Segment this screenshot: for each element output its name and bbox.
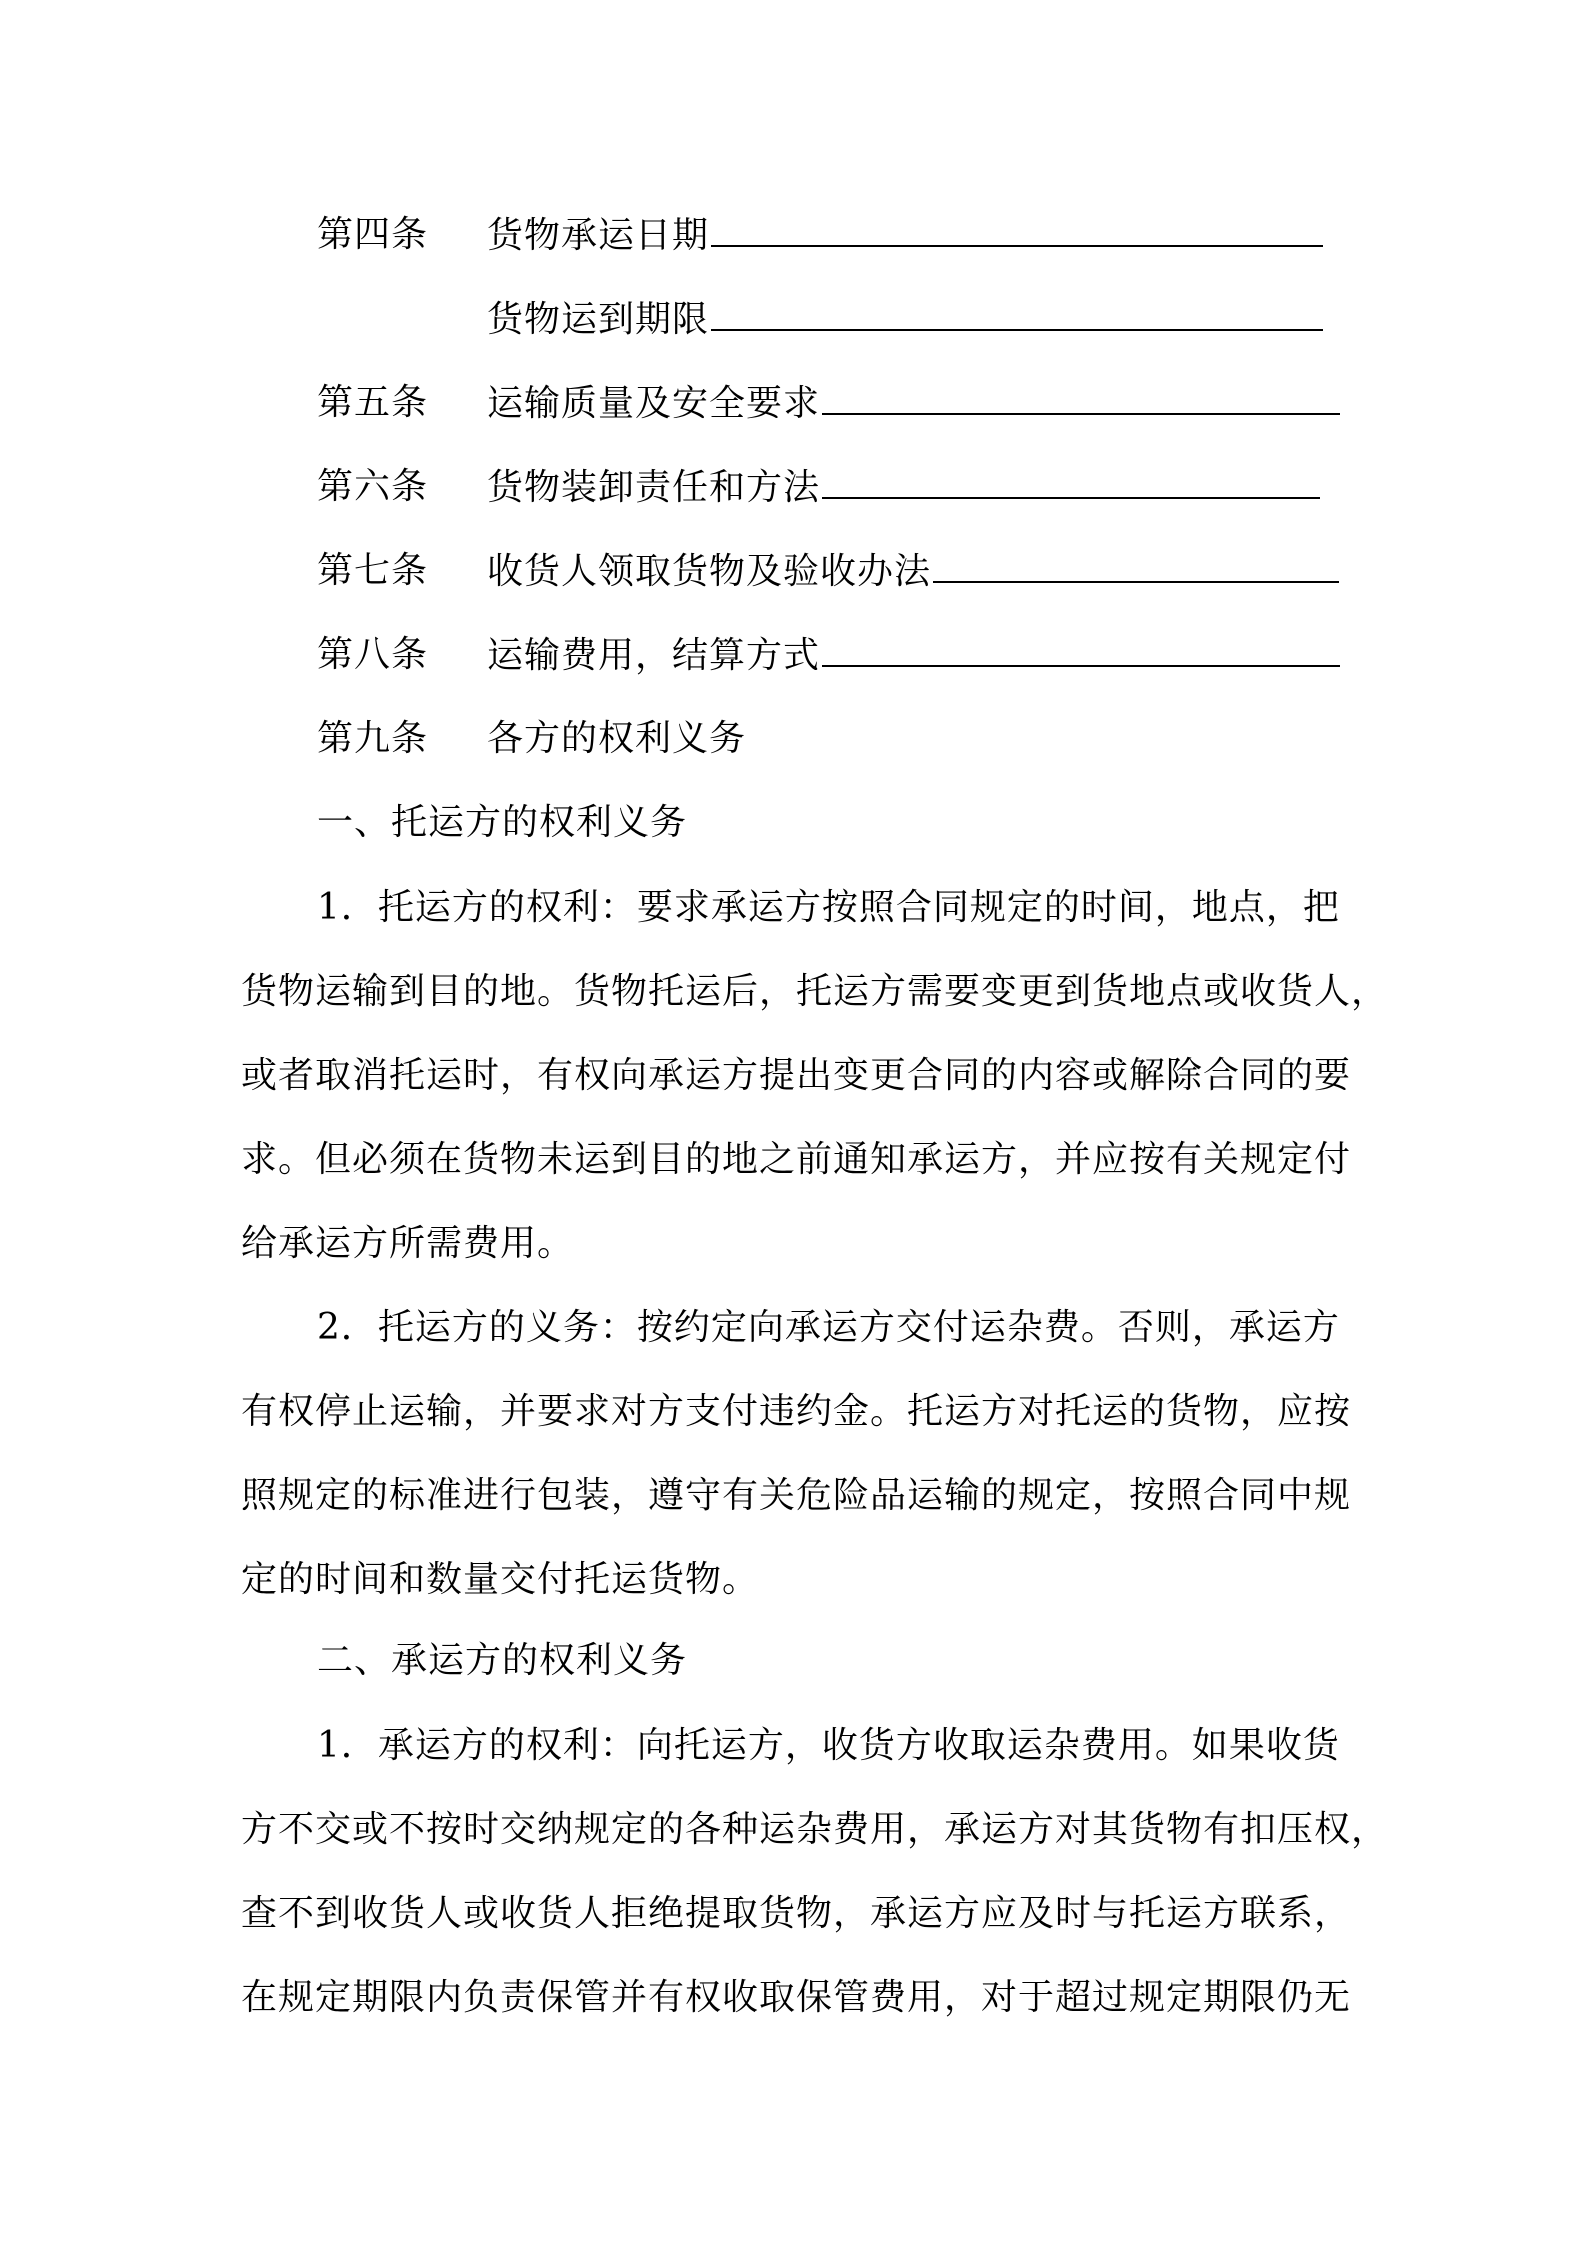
article-label: 第四条 [317, 214, 429, 255]
paragraph-line: 定的时间和数量交付托运货物。 [241, 1559, 760, 1600]
paragraph-line: 照规定的标准进行包装，遵守有关危险品运输的规定，按照合同中规 [241, 1475, 1352, 1516]
article-title: 运输费用，结算方式 [487, 635, 821, 676]
fill-in-blank [711, 211, 1323, 247]
article-text [487, 547, 1339, 596]
paragraph-line: 2．托运方的义务：按约定向承运方交付运杂费。否则，承运方 [317, 1307, 1340, 1348]
article-label: 第九条 [317, 718, 429, 759]
section-heading: 一、托运方的权利义务 [317, 802, 688, 843]
paragraph-line: 求。但必须在货物未运到目的地之前通知承运方，并应按有关规定付 [241, 1139, 1352, 1180]
paragraph-line: 或者取消托运时，有权向承运方提出变更合同的内容或解除合同的要 [241, 1055, 1352, 1096]
article-label: 第五条 [317, 382, 429, 423]
article-label: 第八条 [317, 634, 429, 675]
paragraph-line: 1．承运方的权利：向托运方，收货方收取运杂费用。如果收货 [317, 1725, 1340, 1766]
article-text [487, 211, 1323, 260]
article-text [487, 295, 1323, 344]
article-text [487, 463, 1320, 512]
article-title: 货物运到期限 [487, 299, 710, 340]
fill-in-blank [933, 547, 1339, 583]
fill-in-blank [822, 379, 1340, 415]
paragraph-line: 查不到收货人或收货人拒绝提取货物，承运方应及时与托运方联系， [241, 1893, 1352, 1934]
paragraph-line: 货物运输到目的地。货物托运后，托运方需要变更到货地点或收货人， [241, 971, 1389, 1012]
article-text [487, 379, 1340, 428]
fill-in-blank [711, 295, 1323, 331]
paragraph [241, 866, 1389, 1286]
paragraph [241, 1704, 1389, 2040]
fill-in-blank [822, 463, 1320, 499]
paragraph-line: 在规定期限内负责保管并有权收取保管费用，对于超过规定期限仍无 [241, 1977, 1352, 2018]
paragraph [241, 1286, 1351, 1622]
paragraph-line: 有权停止运输，并要求对方支付违约金。托运方对托运的货物，应按 [241, 1391, 1352, 1432]
article-title: 货物承运日期 [487, 215, 710, 256]
article-label: 第七条 [317, 550, 429, 591]
section-heading: 二、承运方的权利义务 [317, 1640, 688, 1681]
paragraph-line: 给承运方所需费用。 [241, 1223, 575, 1264]
article-title: 收货人领取货物及验收办法 [487, 551, 932, 592]
fill-in-blank [822, 631, 1340, 667]
article-title: 各方的权利义务 [487, 718, 747, 759]
paragraph-line: 1．托运方的权利：要求承运方按照合同规定的时间，地点，把 [317, 887, 1340, 928]
article-label: 第六条 [317, 466, 429, 507]
article-title: 货物装卸责任和方法 [487, 467, 821, 508]
paragraph-line: 方不交或不按时交纳规定的各种运杂费用，承运方对其货物有扣压权， [241, 1809, 1389, 1850]
article-text [487, 631, 1340, 680]
article-title: 运输质量及安全要求 [487, 383, 821, 424]
